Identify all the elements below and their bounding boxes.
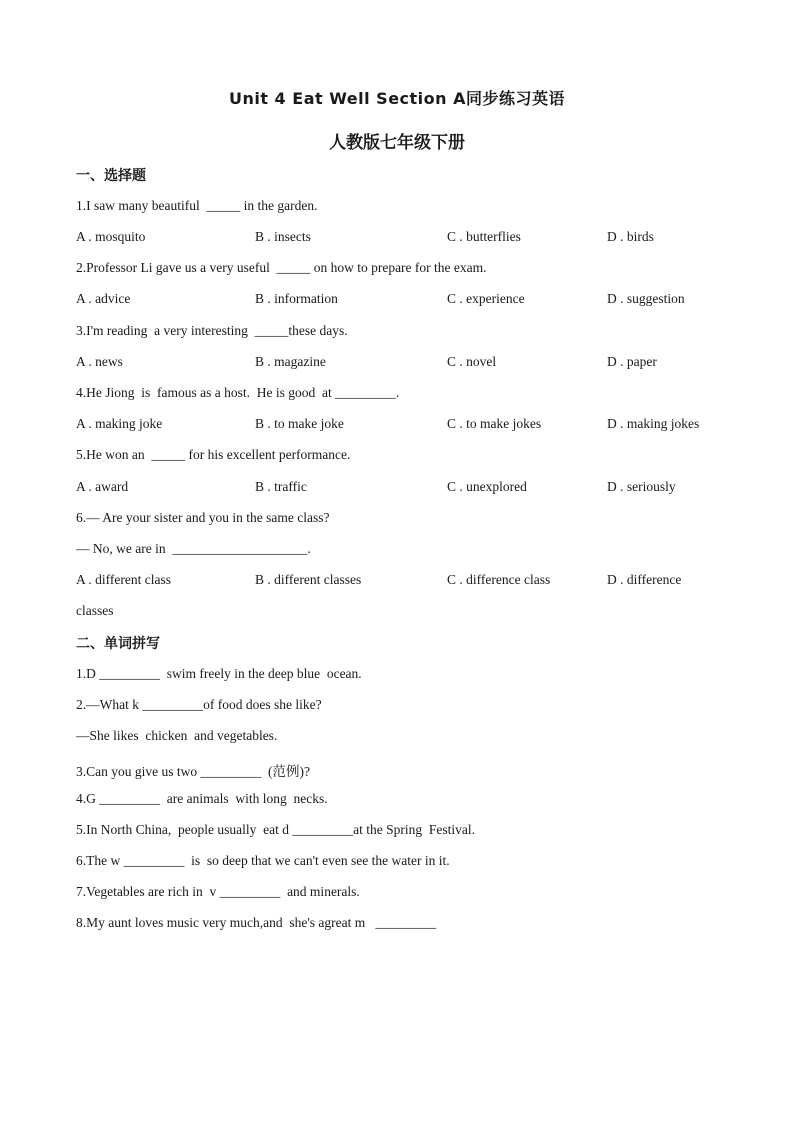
- option-d[interactable]: D . suggestion: [607, 291, 685, 306]
- question-6-stem: 6.— Are your sister and you in the same class?: [76, 510, 330, 525]
- option-c[interactable]: C . butterflies: [447, 229, 521, 244]
- option-b[interactable]: B . traffic: [255, 479, 307, 494]
- option-d[interactable]: D . birds: [607, 229, 654, 244]
- option-c[interactable]: C . novel: [447, 354, 497, 369]
- question-5-stem: 5.He won an _____ for his excellent performance.: [76, 447, 351, 462]
- section-heading-multiple-choice: 一、选择题: [76, 168, 146, 184]
- spelling-line-5: 5.In North China, people usually eat d _________at the Spring Festival.: [76, 822, 475, 837]
- spelling-line-1: 1.D _________ swim freely in the deep blue ocean.: [76, 666, 362, 681]
- option-d[interactable]: D . making jokes: [607, 416, 700, 431]
- question-4-options: [76, 416, 736, 434]
- question-6-stem-reply: — No, we are in ____________________.: [76, 541, 311, 556]
- option-c[interactable]: C . unexplored: [447, 479, 527, 494]
- spelling-line-8: 8.My aunt loves music very much,and she's agreat m _________: [76, 915, 437, 930]
- option-a[interactable]: A . making joke: [76, 416, 163, 431]
- question-6-options: [76, 572, 736, 590]
- question-3-options: [76, 354, 736, 372]
- option-a[interactable]: A . news: [76, 354, 123, 369]
- worksheet-title: Unit 4 Eat Well Section A同步练习英语: [228, 89, 566, 108]
- option-b[interactable]: B . different classes: [255, 572, 362, 587]
- option-b[interactable]: B . information: [255, 291, 338, 306]
- option-c[interactable]: C . experience: [447, 291, 525, 306]
- spelling-line-2-reply: —She likes chicken and vegetables.: [76, 728, 278, 743]
- question-2-stem: 2.Professor Li gave us a very useful _____ on how to prepare for the exam.: [76, 260, 487, 275]
- option-c[interactable]: C . difference class: [447, 572, 551, 587]
- option-b[interactable]: B . magazine: [255, 354, 326, 369]
- question-2-options: [76, 291, 736, 309]
- option-d[interactable]: D . difference: [607, 572, 682, 587]
- question-4-stem: 4.He Jiong is famous as a host. He is good at _________.: [76, 385, 400, 400]
- option-a[interactable]: A . different class: [76, 572, 171, 587]
- question-3-stem: 3.I'm reading a very interesting _____these days.: [76, 323, 348, 338]
- spelling-line-6: 6.The w _________ is so deep that we can't even see the water in it.: [76, 853, 450, 868]
- spelling-line-3: 3.Can you give us two _________ (范例)?: [76, 764, 310, 779]
- spelling-line-2: 2.—What k _________of food does she like?: [76, 697, 322, 712]
- question-1-options: [76, 229, 736, 247]
- option-d[interactable]: D . seriously: [607, 479, 676, 494]
- option-c[interactable]: C . to make jokes: [447, 416, 542, 431]
- worksheet-subtitle: 人教版七年级下册: [329, 133, 465, 153]
- option-a[interactable]: A . mosquito: [76, 229, 146, 244]
- option-d[interactable]: D . paper: [607, 354, 657, 369]
- option-a[interactable]: A . advice: [76, 291, 131, 306]
- option-a[interactable]: A . award: [76, 479, 129, 494]
- question-1-stem: 1.I saw many beautiful _____ in the garden.: [76, 198, 318, 213]
- option-b[interactable]: B . insects: [255, 229, 311, 244]
- option-b[interactable]: B . to make joke: [255, 416, 344, 431]
- question-6-option-d-wrap: classes: [76, 603, 114, 618]
- section-heading-spelling: 二、单词拼写: [76, 636, 160, 652]
- spelling-line-7: 7.Vegetables are rich in v _________ and minerals.: [76, 884, 360, 899]
- question-5-options: [76, 479, 736, 497]
- spelling-line-4: 4.G _________ are animals with long necks.: [76, 791, 328, 806]
